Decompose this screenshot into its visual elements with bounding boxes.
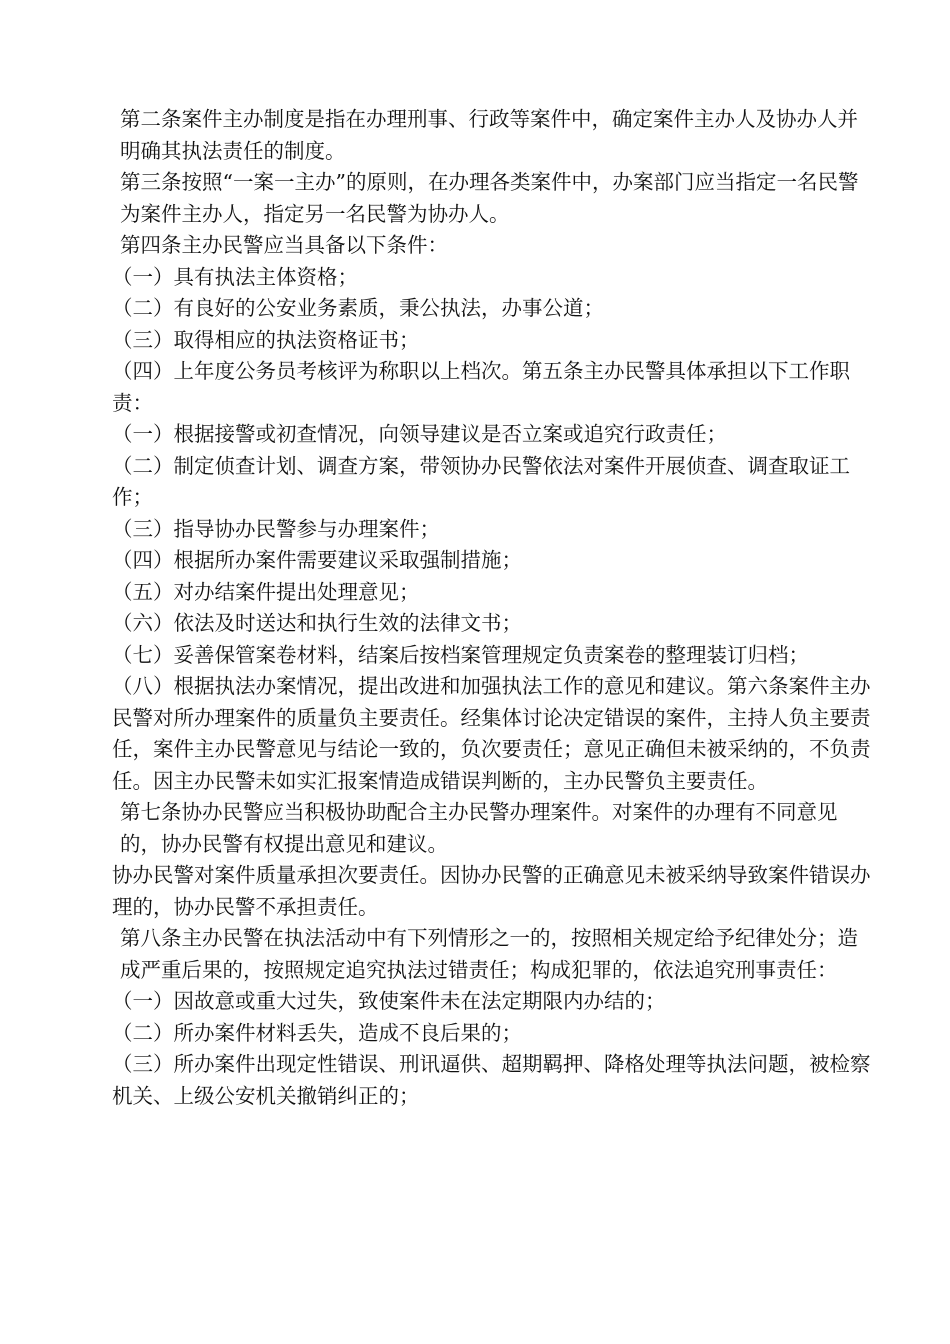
list-item: （六）依法及时送达和执行生效的法律文书； (112, 611, 522, 635)
paragraph: 协办民警对案件质量承担次要责任。因协办民警的正确意见未被采纳导致案件错误办理的，协办民警不承担责任。 (112, 863, 871, 919)
list-item: （四）上年度公务员考核评为称职以上档次。第五条主办民警具体承担以下工作职责： (112, 359, 850, 415)
list-item: （八）根据执法办案情况，提出改进和加强执法工作的意见和建议。第六条案件主办民警对所办理案件的质量负主要责任。经集体讨论决定错误的案件，主持人负主要责任，案件主办民警意见与结论一致的，负次要责任；意见正确但未被采纳的，不负责任。因主办民警未如实汇报案情造成错误判断的，主办民警负主要责任。 (112, 674, 871, 793)
article-7: 第七条协办民警应当积极协助配合主办民警办理案件。对案件的办理有不同意见的，协办民警有权提出意见和建议。 (120, 800, 838, 856)
list-item: （二）制定侦查计划、调查方案，带领协办民警依法对案件开展侦查、调查取证工作； (112, 453, 850, 509)
list-item: （二）所办案件材料丢失，造成不良后果的； (112, 1020, 522, 1045)
list-item: （二）有良好的公安业务素质，秉公执法，办事公道； (112, 296, 604, 320)
list-item: （七）妥善保管案卷材料，结案后按档案管理规定负责案卷的整理装订归档； (112, 642, 809, 667)
list-item: （一）根据接警或初查情况，向领导建议是否立案或追究行政责任； (112, 422, 727, 446)
document-body (112, 104, 872, 1112)
list-item: （一）具有执法主体资格； (112, 264, 358, 289)
article-3: 第三条按照“一案一主办”的原则，在办理各类案件中，办案部门应当指定一名民警为案件主办人，指定另一名民警为协办人。 (120, 170, 859, 226)
list-item: （一）因故意或重大过失，致使案件未在法定期限内办结的； (112, 989, 666, 1013)
list-item: （三）所办案件出现定性错误、刑讯逼供、超期羁押、降格处理等执法问题，被检察机关、上级公安机关撤销纠正的； (112, 1052, 871, 1108)
article-4: 第四条主办民警应当具备以下条件： (120, 233, 448, 257)
list-item: （四）根据所办案件需要建议采取强制措施； (112, 548, 522, 572)
list-item: （三）指导协办民警参与办理案件； (112, 516, 440, 541)
list-item: （三）取得相应的执法资格证书； (112, 327, 420, 352)
article-2: 第二条案件主办制度是指在办理刑事、行政等案件中，确定案件主办人及协办人并明确其执法责任的制度。 (120, 107, 858, 163)
list-item: （五）对办结案件提出处理意见； (112, 579, 420, 604)
article-8: 第八条主办民警在执法活动中有下列情形之一的，按照相关规定给予纪律处分；造成严重后果的，按照规定追究执法过错责任；构成犯罪的，依法追究刑事责任： (120, 926, 858, 982)
